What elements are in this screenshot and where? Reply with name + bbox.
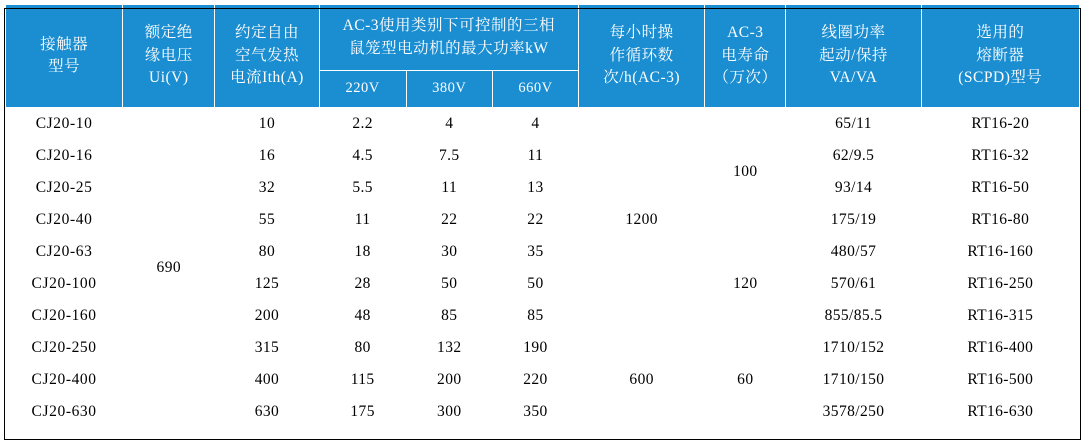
cell-thermal-current: 400 [215,364,319,396]
cell-thermal-current: 32 [215,172,319,204]
cell-coil-power: 62/9.5 [786,140,921,172]
cell-thermal-current: 16 [215,140,319,172]
cell-model: CJ20-16 [6,140,123,172]
table-header [6,5,1080,108]
header-voltage-220: 220V [319,71,406,108]
cell-thermal-current: 10 [215,108,319,140]
cell-power-220: 5.5 [319,172,406,204]
header-ac3-line1: AC-3使用类别下可控制的三相 [342,17,556,35]
cell-insulation-voltage: 690 [123,108,215,428]
header-thermal-line3: 电流Ith(A) [230,69,304,87]
cell-power-380: 4 [406,108,492,140]
cell-model: CJ20-25 [6,172,123,204]
header-thermal-line2: 空气发热 [234,46,299,64]
header-voltage-660: 660V [492,71,578,108]
contactor-spec-table [5,4,1080,428]
cell-power-220: 28 [319,268,406,300]
cell-power-380: 30 [406,236,492,268]
cell-power-380: 22 [406,204,492,236]
cell-electrical-life: 60 [705,332,786,428]
cell-power-660: 35 [492,236,578,268]
table-row [6,108,1080,140]
cell-power-220: 4.5 [319,140,406,172]
header-cycles-line2: 作循环数 [609,46,674,64]
header-cycles-line3: 次/h(AC-3) [603,69,681,87]
cell-coil-power: 1710/150 [786,364,921,396]
cell-coil-power: 93/14 [786,172,921,204]
header-fuse-line3: (SCPD)型号 [958,69,1043,87]
header-cycles-line1: 每小时操 [609,24,674,42]
cell-coil-power: 65/11 [786,108,921,140]
cell-fuse-type: RT16-50 [921,172,1079,204]
cell-power-660: 85 [492,300,578,332]
header-insulation-line2: 缘电压 [144,46,193,64]
cell-fuse-type: RT16-400 [921,332,1079,364]
cell-coil-power: 855/85.5 [786,300,921,332]
spec-table-sheet [0,4,1085,444]
cell-coil-power: 480/57 [786,236,921,268]
header-fuse-type [921,5,1079,108]
header-electrical-life [705,5,786,108]
cell-model: CJ20-250 [6,332,123,364]
header-model-line1: 接触器 [40,35,89,53]
header-voltage-380: 380V [406,71,492,108]
header-operating-cycles [579,5,705,108]
header-life-line3: （万次） [713,69,778,87]
cell-fuse-type: RT16-315 [921,300,1079,332]
cell-fuse-type: RT16-160 [921,236,1079,268]
cell-power-660: 4 [492,108,578,140]
header-fuse-line2: 熔断器 [976,46,1025,64]
header-thermal-current [215,5,319,108]
cell-power-380: 132 [406,332,492,364]
cell-model: CJ20-10 [6,108,123,140]
cell-power-220: 80 [319,332,406,364]
header-insulation-line1: 额定绝 [144,24,193,42]
cell-fuse-type: RT16-80 [921,204,1079,236]
cell-model: CJ20-100 [6,268,123,300]
cell-model: CJ20-40 [6,204,123,236]
cell-power-660: 50 [492,268,578,300]
cell-power-660: 22 [492,204,578,236]
cell-power-220: 2.2 [319,108,406,140]
cell-electrical-life: 100 [705,108,786,236]
table-body [6,108,1080,428]
cell-power-220: 48 [319,300,406,332]
cell-fuse-type: RT16-32 [921,140,1079,172]
cell-fuse-type: RT16-500 [921,364,1079,396]
cell-thermal-current: 125 [215,268,319,300]
cell-operating-cycles: 1200 [579,108,705,332]
cell-fuse-type: RT16-630 [921,396,1079,428]
cell-model: CJ20-630 [6,396,123,428]
cell-thermal-current: 630 [215,396,319,428]
cell-model: CJ20-400 [6,364,123,396]
cell-power-220: 11 [319,204,406,236]
cell-power-220: 115 [319,364,406,396]
cell-coil-power: 3578/250 [786,396,921,428]
cell-fuse-type: RT16-250 [921,268,1079,300]
cell-electrical-life: 120 [705,236,786,332]
cell-coil-power: 570/61 [786,268,921,300]
cell-power-380: 7.5 [406,140,492,172]
header-model [6,5,123,108]
header-model-line2: 型号 [48,58,81,75]
cell-power-660: 11 [492,140,578,172]
header-insulation-line3: Ui(V) [149,69,189,87]
cell-thermal-current: 315 [215,332,319,364]
cell-fuse-type: RT16-20 [921,108,1079,140]
cell-power-380: 50 [406,268,492,300]
header-insulation-voltage [123,5,215,108]
header-life-line1: AC-3 [727,24,764,42]
cell-thermal-current: 80 [215,236,319,268]
header-life-line2: 电寿命 [721,46,770,64]
header-coil-line2: 起动/保持 [819,46,888,64]
cell-coil-power: 175/19 [786,204,921,236]
cell-thermal-current: 55 [215,204,319,236]
header-thermal-line1: 约定自由 [234,24,299,42]
header-ac3-line2: 鼠笼型电动机的最大功率kW [349,39,549,57]
header-coil-line3: VA/VA [829,69,878,87]
header-coil-line1: 线圈功率 [821,24,886,42]
header-row-top [6,5,1080,71]
cell-power-380: 200 [406,364,492,396]
cell-model: CJ20-160 [6,300,123,332]
cell-power-660: 220 [492,364,578,396]
cell-power-660: 350 [492,396,578,428]
header-fuse-line1: 选用的 [976,24,1025,42]
cell-power-380: 85 [406,300,492,332]
cell-power-380: 300 [406,396,492,428]
cell-thermal-current: 200 [215,300,319,332]
cell-power-660: 13 [492,172,578,204]
header-coil-power [786,5,921,108]
cell-power-220: 18 [319,236,406,268]
cell-model: CJ20-63 [6,236,123,268]
cell-coil-power: 1710/152 [786,332,921,364]
cell-power-220: 175 [319,396,406,428]
cell-operating-cycles: 600 [579,332,705,428]
cell-power-380: 11 [406,172,492,204]
cell-power-660: 190 [492,332,578,364]
header-ac3-power-group [319,5,579,71]
